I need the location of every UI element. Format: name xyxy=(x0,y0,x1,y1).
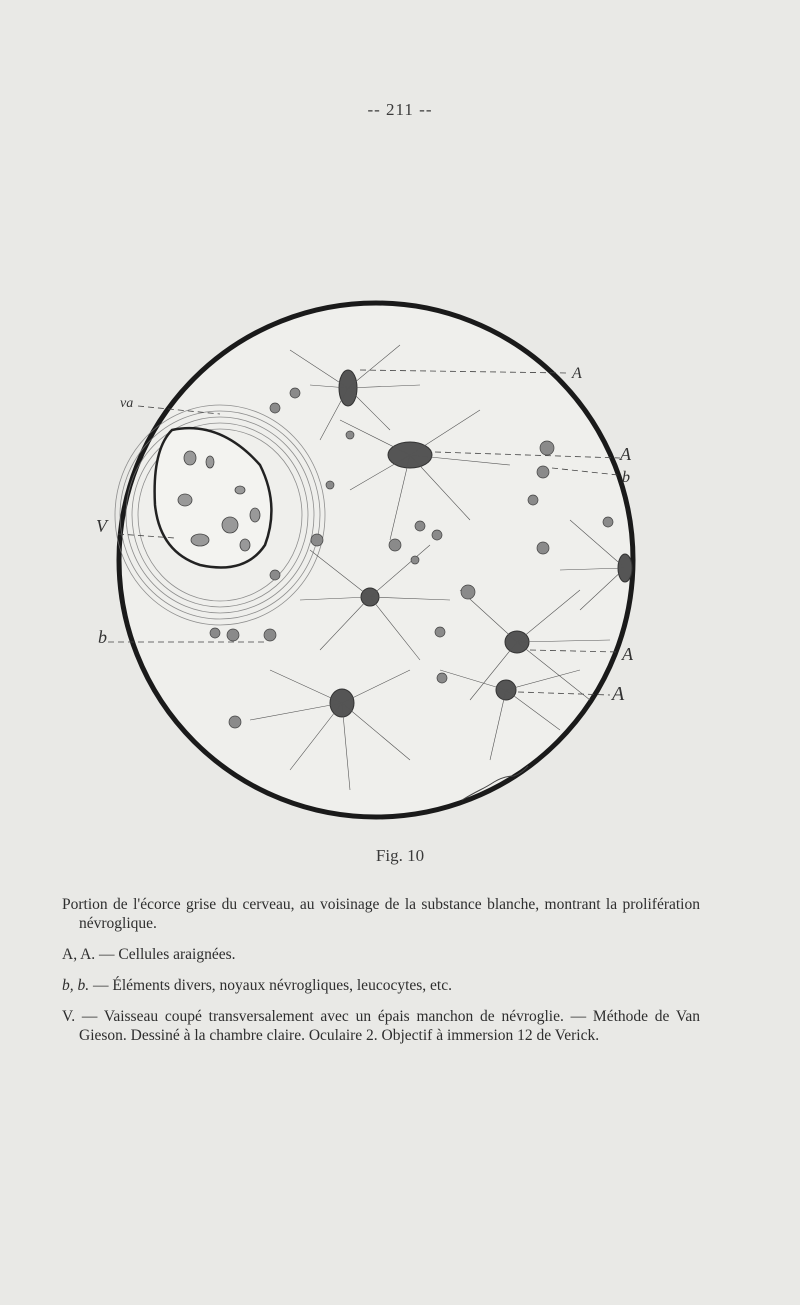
legend-key: b, b. xyxy=(62,977,90,994)
legend-item-b xyxy=(62,976,700,995)
legend-text: — Cellules araignées. xyxy=(99,946,236,963)
label-b-right: b xyxy=(622,469,630,486)
label-a-right-2: A xyxy=(622,644,633,664)
label-v: V xyxy=(96,516,107,536)
figure-legend xyxy=(62,895,700,1057)
caption-description: Portion de l'écorce grise du cerveau, au voisinage de la substance blanche, montrant la prolifération névroglique. xyxy=(62,896,700,932)
legend-key: A, A. xyxy=(62,946,96,963)
label-a-top: A xyxy=(572,365,582,382)
figure-drawing xyxy=(90,290,650,835)
legend-text: — Éléments divers, noyaux névrogliques, leucocytes, etc. xyxy=(93,977,452,994)
label-a-right-3: A xyxy=(612,683,625,705)
microscope-figure xyxy=(90,290,650,835)
legend-key: V. xyxy=(62,1008,76,1025)
figure-caption-title: Fig. 10 xyxy=(375,846,425,865)
legend-text: — Vaisseau coupé transversalement avec un épais manchon de névroglie. — Méthode de Van Gieson. Dessiné à la chambre claire. Oculaire 2. Objectif à immersion 12 de Verick. xyxy=(79,1008,701,1044)
page-number: -- 211 -- xyxy=(367,100,433,119)
legend-item-a xyxy=(62,945,700,964)
label-va: va xyxy=(120,396,134,411)
label-b-left: b xyxy=(98,627,107,647)
label-a-right-1: A xyxy=(620,444,631,464)
legend-item-v xyxy=(62,1007,700,1045)
